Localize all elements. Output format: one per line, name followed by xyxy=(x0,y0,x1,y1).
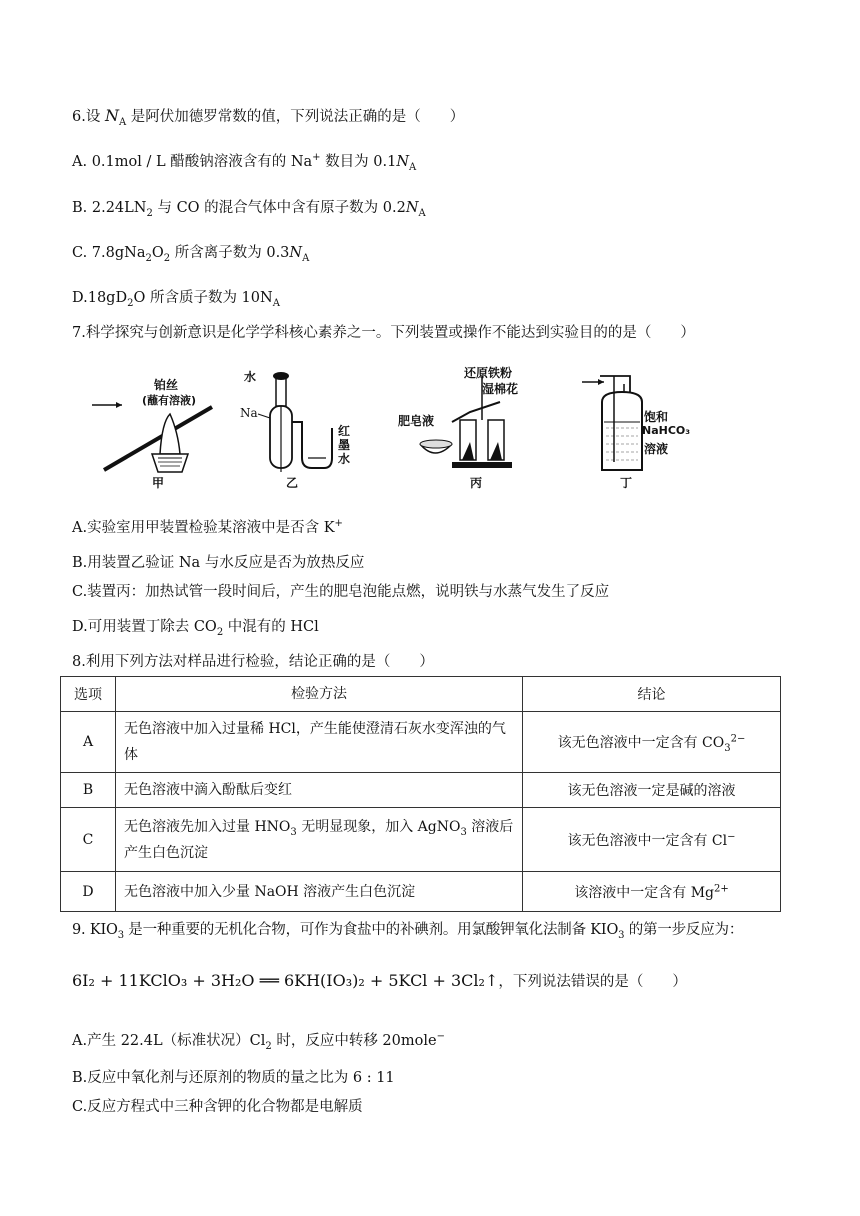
q9-option-c: C.反应方程式中三种含钾的化合物都是电解质 xyxy=(72,1099,363,1115)
q6-option-c: C. $7.8gNa_2O_2$ 所含离子数为 $0.3N_A$ xyxy=(72,245,310,264)
row-conclusion: 该无色溶液中一定含有 Cl− xyxy=(523,808,781,872)
q9-equation: 6I₂ + 11KClO₃ + 3H₂O ══ 6KH(IO₃)₂ + 5KCl + 3Cl₂↑ xyxy=(72,971,499,990)
header-option: 选项 xyxy=(61,677,116,712)
q7-option-b: B.用装置乙验证 Na 与水反应是否为放热反应 xyxy=(72,555,365,571)
row-method: 无色溶液中加入过量稀 HCl，产生能使澄清石灰水变浑浊的气体 xyxy=(116,712,523,773)
apparatus-ding-figure xyxy=(580,362,700,492)
q9-equation-tail: ，下列说法错误的是（ ） xyxy=(498,974,687,990)
label-ink: 墨 xyxy=(338,438,351,452)
label-solution: 溶液 xyxy=(644,442,669,456)
label-red: 红 xyxy=(338,424,351,438)
q9-option-b: B.反应中氧化剂与还原剂的物质的量之比为 6 : 11 xyxy=(72,1070,395,1086)
label-dipped-solution: (蘸有溶液) xyxy=(142,394,197,407)
q9-equation-line xyxy=(72,971,687,992)
q7-option-a: A.实验室用甲装置检验某溶液中是否含 K+ xyxy=(72,518,343,536)
row-conclusion: 该无色溶液一定是碱的溶液 xyxy=(523,773,781,808)
q7-option-c: C.装置丙：加热试管一段时间后，产生的肥皂泡能点燃，说明铁与水蒸气发生了反应 xyxy=(72,584,610,600)
row-method: 无色溶液中加入少量 NaOH 溶液产生白色沉淀 xyxy=(116,872,523,912)
row-conclusion: 该无色溶液中一定含有 $CO_3^{2-}$ xyxy=(523,712,781,773)
label-water: 水 xyxy=(244,370,257,384)
q6-option-b: B. $2.24LN_2$ 与 CO 的混合气体中含有原子数为 $0.2N_A$ xyxy=(72,200,426,219)
label-iron-powder: 还原铁粉 xyxy=(464,366,513,380)
label-water-2: 水 xyxy=(338,452,351,466)
label-jia: 甲 xyxy=(152,476,165,490)
label-wet-cotton: 湿棉花 xyxy=(482,382,519,396)
row-option: D xyxy=(61,872,116,912)
row-conclusion: 该溶液中一定含有 $Mg^{2+}$ xyxy=(523,872,781,912)
table-row xyxy=(61,773,781,808)
label-na: Na xyxy=(240,406,258,420)
table-header-row xyxy=(61,677,781,712)
q9-option-a: A.产生 22.4L（标准状况）$Cl_2$ 时，反应中转移 20mole− xyxy=(72,1031,445,1052)
header-method: 检验方法 xyxy=(116,677,523,712)
apparatus-yi-figure xyxy=(238,362,368,492)
label-bing: 丙 xyxy=(470,476,483,490)
label-saturated: 饱和 xyxy=(644,410,669,424)
row-method: 无色溶液先加入过量 $HNO_3$ 无明显现象，加入 AgNO$_3$ 溶液后产生白色沉淀 xyxy=(116,808,523,872)
label-ding: 丁 xyxy=(620,476,633,490)
q6-option-d: $D.18gD_2O$ 所含质子数为 $10N_A$ xyxy=(72,290,280,309)
label-nahco3: NaHCO₃ xyxy=(642,424,691,437)
apparatus-jia-figure xyxy=(82,362,232,492)
label-soap-solution: 肥皂液 xyxy=(398,414,435,428)
label-pt-wire: 铂丝 xyxy=(154,378,179,392)
row-option: C xyxy=(61,808,116,872)
row-option: B xyxy=(61,773,116,808)
header-conclusion: 结论 xyxy=(523,677,781,712)
table-row xyxy=(61,872,781,912)
q8-stem: 8.利用下列方法对样品进行检验，结论正确的是（ ） xyxy=(72,654,434,670)
q6-stem: 6.设 $N_A$ 是阿伏加德罗常数的值，下列说法正确的是（ ） xyxy=(72,106,465,128)
table-row xyxy=(61,712,781,773)
q7-option-d: D.可用装置丁除去 $CO_2$ 中混有的 HCl xyxy=(72,619,319,638)
q8-table xyxy=(60,676,781,912)
row-method: 无色溶液中滴入酚酞后变红 xyxy=(116,773,523,808)
q7-stem: 7.科学探究与创新意识是化学学科核心素养之一。下列装置或操作不能达到实验目的的是（ ） xyxy=(72,325,695,341)
q9-stem: 9. $KIO_3$ 是一种重要的无机化合物，可作为食盐中的补碘剂。用氯酸钾氧化法制备 $KIO_3$ 的第一步反应为： xyxy=(72,922,744,941)
label-yi: 乙 xyxy=(286,476,299,490)
row-option: A xyxy=(61,712,116,773)
q6-option-a: A. 0.1mol / L 醋酸钠溶液含有的 Na+ 数目为 $0.1N_A$ xyxy=(72,152,417,173)
apparatus-bing-figure xyxy=(390,362,540,492)
table-row xyxy=(61,808,781,872)
